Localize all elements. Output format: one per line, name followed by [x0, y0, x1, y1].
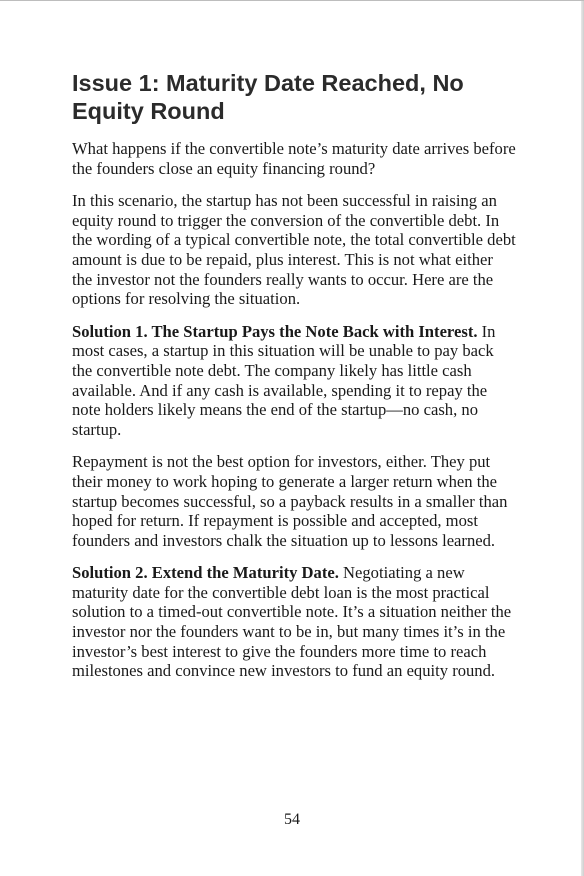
solution-1-lead: Solution 1. The Startup Pays the Note Back with Interest.	[72, 321, 478, 341]
body-text	[72, 139, 517, 694]
paragraph-repayment	[72, 452, 517, 550]
paragraph-solution-2	[72, 563, 517, 681]
section-heading: Issue 1: Maturity Date Reached, No Equity Round	[72, 70, 464, 124]
paragraph-question	[72, 139, 517, 178]
paragraph-text: What happens if the convertible note’s maturity date arrives before the founders close an equity financing round?	[72, 139, 516, 178]
paragraph-text: In this scenario, the startup has not been successful in raising an equity round to trigger the conversion of the convertible debt. In the wording of a typical convertible note, the total convertible debt amount is due to be repaid, plus interest. This is not what either the investor not the founders really wants to occur. Here are the options for resolving the situation.	[72, 191, 516, 309]
paragraph-text: Negotiating a new maturity date for the convertible debt loan is the most practical solution to a timed-out convertible note. It’s a situation neither the investor nor the founders want to be in, but many times it’s in the investor’s best interest to give the founders more time to reach milestones and convince new investors to fund an equity round.	[72, 563, 512, 681]
paragraph-scenario	[72, 191, 517, 309]
page-number: 54	[284, 811, 300, 828]
paragraph-solution-1	[72, 322, 517, 440]
paragraph-text: In most cases, a startup in this situation will be unable to pay back the convertible note debt. The company likely has little cash available. And if any cash is available, spending it to repay the note holders likely means the end of the startup—no cash, no startup.	[72, 321, 496, 439]
solution-2-lead: Solution 2. Extend the Maturity Date.	[72, 563, 339, 583]
paragraph-text: Repayment is not the best option for investors, either. They put their money to work hoping to generate a larger return when the startup becomes successful, so a payback results in a smaller than hoped for return. If repayment is possible and accepted, most founders and investors chalk the situation up to lessons learned.	[72, 452, 508, 550]
